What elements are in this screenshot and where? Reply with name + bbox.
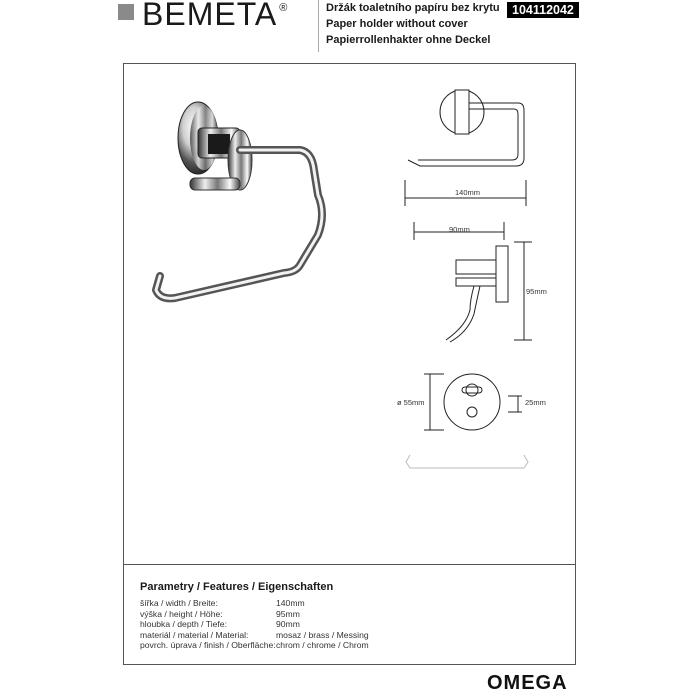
- features-heading: Parametry / Features / Eigenschaften: [140, 581, 334, 593]
- feature-row-material: [140, 630, 369, 641]
- dim-offset: 25mm: [525, 398, 546, 407]
- feature-label: materiál / material / Material:: [140, 629, 249, 640]
- feature-value: 90mm: [276, 619, 300, 629]
- dim-height: 95mm: [526, 287, 547, 296]
- feature-label: hloubka / depth / Tiefe:: [140, 619, 227, 629]
- series-name: OMEGA: [487, 672, 568, 694]
- feature-row-finish: [140, 640, 369, 651]
- feature-label: výška / height / Höhe:: [140, 608, 223, 619]
- product-code: 104112042: [507, 2, 579, 18]
- title-en: Paper holder without cover: [326, 18, 468, 30]
- title-cz: Držák toaletního papíru bez krytu: [326, 2, 500, 14]
- dim-diameter: ø 55mm: [397, 398, 425, 407]
- dim-width: 140mm: [455, 188, 481, 197]
- feature-value: mosaz / brass / Messing: [276, 629, 369, 640]
- brand-name: BEMETA: [142, 0, 278, 32]
- feature-row-height: [140, 609, 369, 620]
- features-table: [140, 598, 369, 651]
- dim-depth: 90mm: [449, 225, 470, 234]
- feature-row-depth: [140, 619, 369, 630]
- feature-row-width: [140, 598, 369, 609]
- title-de: Papierrollenhakter ohne Deckel: [326, 34, 491, 46]
- feature-value: 140mm: [276, 598, 305, 608]
- feature-label: povrch. úprava / finish / Oberfläche:: [140, 640, 276, 650]
- feature-value: chrom / chrome / Chrom: [276, 640, 369, 650]
- registered-mark: ®: [279, 2, 288, 14]
- feature-value: 95mm: [276, 608, 300, 619]
- feature-label: šířka / width / Breite:: [140, 598, 218, 608]
